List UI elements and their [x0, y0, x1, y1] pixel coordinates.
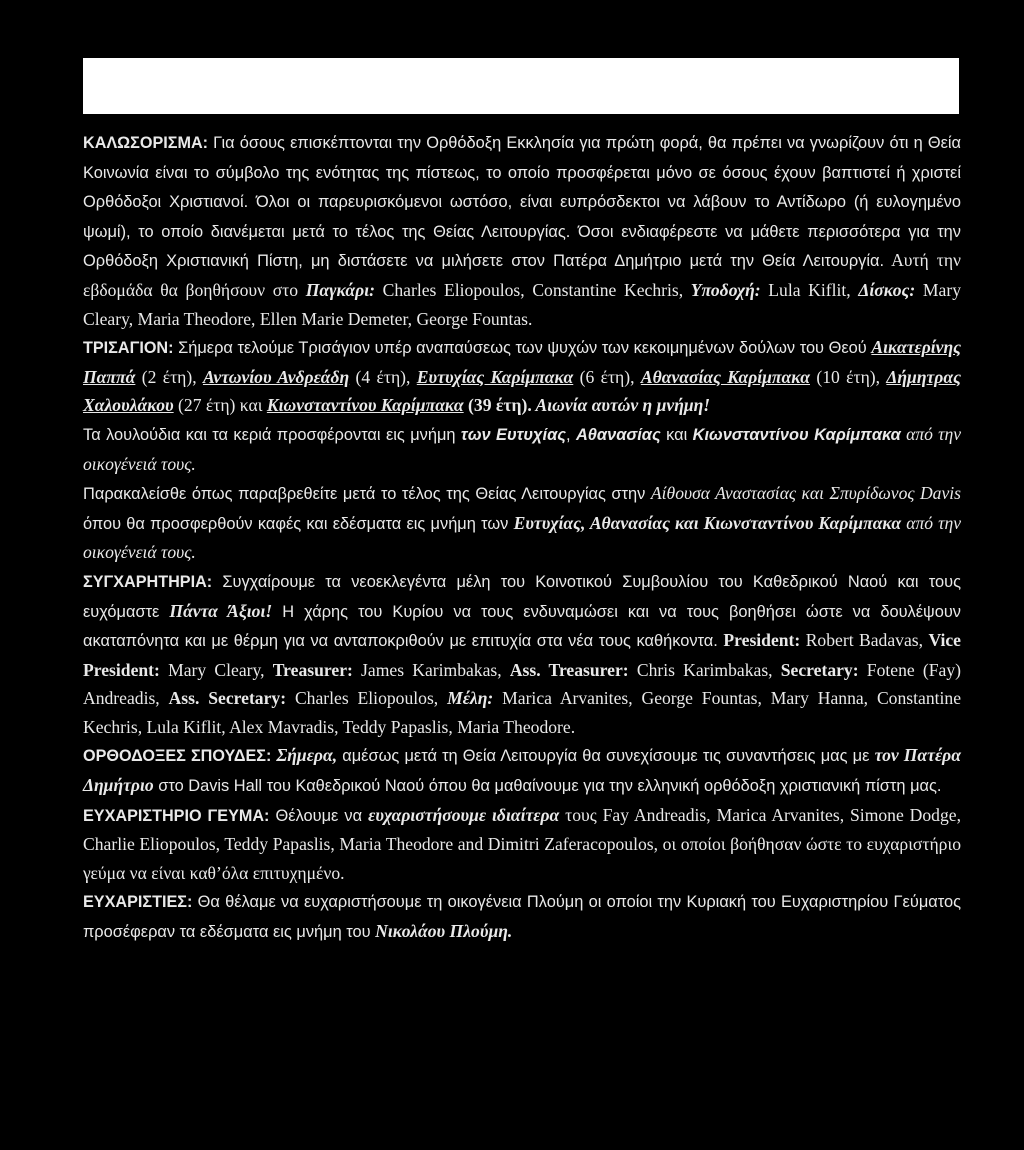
- deceased-name-2: Αντωνίου Ανδρεάδη: [202, 366, 350, 387]
- deceased-name-3: Ευτυχίας Καρίμπακα: [416, 366, 574, 387]
- panta-axioi: Πάντα Άξιοι!: [169, 600, 273, 621]
- orthodox-studies-father: τον Πατέρα Δημήτριο: [83, 745, 961, 796]
- deceased-years-2: (4 έτη),: [349, 366, 417, 387]
- coffee-hall: Αίθουσα Αναστασίας και Σπυρίδωνος Davis: [650, 483, 961, 504]
- thanks-paragraph: [83, 887, 961, 946]
- flowers-paragraph: [83, 420, 961, 479]
- coffee-text: Παρακαλείσθε όπως παραβρεθείτε μετά το τέλος της Θείας Λειτουργίας στην: [83, 485, 651, 504]
- role-ass-secretary: Ass. Secretary:: [168, 688, 287, 709]
- role-secretary: Secretary:: [780, 659, 859, 680]
- role-members-names: Marica Arvanites, George Fountas, Mary Hanna, Constantine Kechris, Lula Kiflit, Alex Mavradis, Teddy Papaslis, Maria Theodore.: [83, 688, 961, 737]
- thank-you-meal-text: Θέλουμε να: [269, 806, 369, 825]
- welcome-text: Για όσους επισκέπτονται την Ορθόδοξη Εκκλησία για πρώτη φορά, θα πρέπει να γνωρίζουν ότι η Θεία Κοινωνία είναι το σύμβολο της ενότητας της πίστεως, το οποίο προσφέρεται μόνο σε όσους έχουν βαπτιστεί ή χριστεί Ορθόδοξοι Χριστιανοί. Όλοι οι παρευρισκόμενοι ωστόσο, είναι ευπρόσδεκτοι να λάβουν το Αντίδωρο (ή ευλογημένο ψωμί), το οποίο διανέμεται μετά το τέλος της Θείας Λειτουργίας. Όσοι ενδιαφέρεστε να μάθετε περισσότερα για την Ορθόδοξη Χριστιανική Πίστη, μη διστάσετε να μιλήσετε στον Πατέρα Δημήτριο μετά την Θεία Λειτουργία.: [83, 134, 961, 271]
- flowers-name-2: Αθανασίας: [575, 425, 661, 444]
- role-vice-president: Vice President:: [83, 630, 961, 680]
- pangari-names: Charles Eliopoulos, Constantine Kechris,: [374, 279, 691, 300]
- role-ass-treasurer: Ass. Treasurer:: [509, 659, 629, 680]
- role-president: President:: [723, 630, 801, 651]
- orthodox-studies-heading: ΟΡΘΟΔΟΞΕΣ ΣΠΟΥΔΕΣ:: [83, 747, 272, 766]
- eternal-memory: Αιωνία αυτών η μνήμη!: [531, 395, 711, 416]
- flowers-sep-2: και: [660, 425, 693, 444]
- congratulations-heading: ΣΥΓΧΑΡΗΤΗΡΙΑ:: [83, 572, 213, 591]
- helpers-intro: Αυτή την εβδομάδα θα βοηθήσουν στο: [83, 250, 961, 300]
- thank-you-emphasis: ευχαριστήσουμε ιδιαίτερα: [368, 804, 560, 825]
- deceased-name-4: Αθανασίας Καρίμπακα: [640, 366, 810, 387]
- orthodox-studies-today: Σήμερα,: [276, 745, 338, 766]
- thank-you-meal-paragraph: [83, 801, 961, 888]
- thanks-heading: ΕΥΧΑΡΙΣΤΙΕΣ:: [83, 893, 193, 912]
- orthodox-studies-paragraph: [83, 741, 961, 800]
- flowers-name-1: των Ευτυχίας: [460, 425, 566, 444]
- deceased-name-1: Αικατερίνης Παππά: [83, 337, 961, 387]
- role-treasurer: Treasurer:: [272, 659, 353, 680]
- thanks-name: Νικολάου Πλούμη.: [375, 921, 513, 942]
- deceased-years-5: (27 έτη) και: [173, 395, 267, 416]
- role-ass-secretary-name: Charles Eliopoulos,: [286, 688, 448, 709]
- congratulations-text: Συγχαίρουμε τα νεοεκλεγέντα μέλη του Κοινοτικού Συμβουλίου του Καθεδρικού Ναού και τους ευχόμαστε: [83, 572, 961, 621]
- welcome-heading: ΚΑΛΩΣΟΡΙΣΜΑ:: [83, 134, 209, 152]
- coffee-family: από την οικογένειά τους.: [83, 512, 961, 563]
- welcome-paragraph: [83, 128, 961, 333]
- thanks-text: Θα θέλαμε να ευχαριστήσουμε τη οικογένεια Πλούμη οι οποίοι την Κυριακή του Ευχαριστηρίου Γεύματος προσέφεραν τα εδέσματα εις μνήμη του: [83, 893, 961, 942]
- tray-label: Δίσκος:: [858, 279, 916, 300]
- trisagion-paragraph: [83, 333, 961, 420]
- reception-names: Lula Kiflit,: [760, 279, 859, 300]
- flowers-sep-1: ,: [565, 425, 576, 444]
- trisagion-heading: ΤΡΙΣΑΓΙΟΝ:: [83, 339, 174, 358]
- role-president-name: Robert Badavas,: [800, 630, 929, 651]
- trisagion-text: Σήμερα τελούμε Τρισάγιον υπέρ αναπαύσεως των ψυχών των κεκοιμημένων δούλων του Θεού: [173, 339, 872, 358]
- thank-you-meal-heading: ΕΥΧΑΡΙΣΤΗΡΙΟ ΓΕΥΜΑ:: [83, 806, 270, 825]
- congratulations-paragraph: [83, 567, 961, 742]
- flowers-family: από την οικογένειά τους.: [83, 423, 962, 474]
- deceased-years-1: (2 έτη),: [135, 366, 203, 387]
- congratulations-text-2: Η χάρης του Κυρίου να τους ενδυναμώσει και να τους βοηθήσει ώστε να δουλέψουν ακαταπόνητα και με θέρμη για να ανταποκριθούν με επιτυχία στα νέα τους καθήκοντα.: [83, 602, 962, 651]
- coffee-paragraph: [83, 479, 961, 567]
- thank-you-meal-names: τους Fay Andreadis, Marica Arvanites, Simone Dodge, Charlie Eliopoulos, Teddy Papaslis, Maria Theodore and Dimitri Zaferacopoulos, οι οποίοι βοήθησαν ώστε το ευχαριστήριο γεύμα να είναι καθ’όλα επιτυχημένο.: [83, 804, 961, 883]
- role-members: Μέλη:: [447, 688, 494, 709]
- deceased-years-4: (10 έτη),: [810, 366, 887, 387]
- orthodox-studies-text-2: στο Davis Hall του Καθεδρικού Ναού όπου θα μαθαίνουμε για την ελληνική ορθόδοξη χριστιανική πίστη μας.: [153, 777, 942, 796]
- tray-names: Mary Cleary, Maria Theodore, Ellen Marie Demeter, George Fountas.: [83, 279, 961, 329]
- reception-label: Υποδοχή:: [690, 279, 761, 300]
- flowers-text: Τα λουλούδια και τα κεριά προσφέρονται εις μνήμη: [83, 425, 461, 444]
- pangari-label: Παγκάρι:: [305, 279, 375, 300]
- role-treasurer-name: James Karimbakas,: [352, 659, 510, 680]
- deceased-name-5: Δήμητρας Χαλουλάκου: [83, 366, 961, 416]
- role-secretary-name: Fotene (Fay) Andreadis,: [83, 659, 961, 709]
- deceased-years-3: (6 έτη),: [573, 366, 641, 387]
- role-ass-treasurer-name: Chris Karimbakas,: [628, 659, 781, 680]
- role-vice-president-name: Mary Cleary,: [159, 659, 273, 680]
- orthodox-studies-text: αμέσως μετά τη Θεία Λειτουργία θα συνεχίσουμε τις συναντήσεις μας με: [337, 747, 875, 766]
- bulletin-content: [83, 128, 961, 947]
- deceased-years-6: (39 έτη).: [463, 395, 532, 416]
- deceased-name-6: Κιωνσταντίνου Καρίμπακα: [266, 395, 464, 416]
- flowers-name-3: Κιωνσταντίνου Καρίμπακα: [692, 425, 901, 444]
- coffee-text-2: όπου θα προσφερθούν καφές και εδέσματα εις μνήμη των: [83, 514, 514, 533]
- header-bar: [83, 58, 959, 114]
- coffee-names: Ευτυχίας, Αθανασίας και Κιωνσταντίνου Καρίμπακα: [513, 512, 902, 533]
